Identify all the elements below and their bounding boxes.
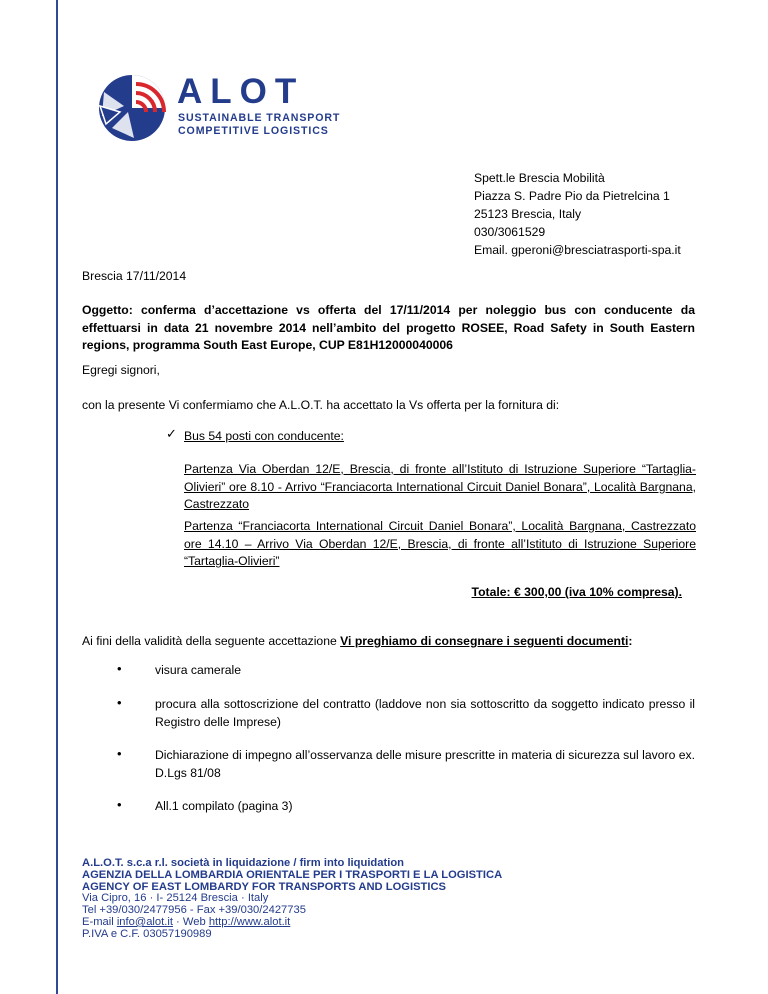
document-item: procura alla sottoscrizione del contratto (laddove non sia sottoscritto da soggetto indicato presso il Registro delle Imprese) [155,697,695,729]
service-title: Bus 54 posti con conducente: [184,429,344,443]
recipient-email: Email. gperoni@bresciatrasporti-spa.it [474,243,681,257]
document-item: All.1 compilato (pagina 3) [155,799,293,813]
recipient-name: Spett.le Brescia Mobilità [474,171,605,185]
footer-agency-en: AGENCY OF EAST LOMBARDY FOR TRANSPORTS AND LOGISTICS [82,880,447,893]
intro-paragraph: con la presente Vi confermiamo che A.L.O.T. ha accettato la Vs offerta per la fornitura di: [82,398,560,412]
alot-logo [94,72,344,144]
date-line: Brescia 17/11/2014 [82,269,187,283]
bullet-icon: • [117,797,122,812]
footer-address: Via Cipro, 16 · I- 25124 Brescia · Italy [82,892,269,905]
bullet-icon: • [117,746,122,761]
bullet-icon: • [117,661,122,676]
footer-phone-fax: Tel +39/030/2477956 - Fax +39/030/2427735 [82,904,306,917]
service-leg-return: Partenza “Franciacorta International Circuit Daniel Bonara”, Località Bargnana, Castrezzato ore 14.10 – Arrivo Via Oberdan 12/E, Brescia, di fronte all’Istituto di Istruzione Superiore “Tartaglia-Olivieri” [184,519,696,568]
documents-request-tail: : [628,634,633,648]
recipient-street: Piazza S. Padre Pio da Pietrelcina 1 [474,189,670,203]
footer-email-link[interactable]: info@alot.it [116,915,173,928]
logo-mark-icon [94,72,174,144]
footer-web-link[interactable]: http://www.alot.it [208,915,291,928]
footer-web-label: · Web [172,915,209,928]
footer-vat: P.IVA e C.F. 03057190989 [82,927,212,940]
check-mark-icon: ✓ [166,426,177,441]
documents-request-emphasis: Vi preghiamo di consegnare i seguenti documenti [340,634,629,648]
logo-tagline-2: COMPETITIVE LOGISTICS [178,125,329,137]
footer-company: A.L.O.T. s.c.a r.l. società in liquidazione / firm into liquidation [82,857,404,869]
page-margin-rule [56,0,58,994]
recipient-address [474,169,681,259]
service-leg-outbound: Partenza Via Oberdan 12/E, Brescia, di fronte all’Istituto di Istruzione Superiore “Tartaglia-Olivieri” ore 8.10 - Arrivo “Franciacorta International Circuit Daniel Bonara”, Località Bargnana, Castrezzato [184,462,696,511]
footer-agency-it: AGENZIA DELLA LOMBARDIA ORIENTALE PER I TRASPORTI E LA LOGISTICA [82,868,503,881]
total-amount: Totale: € 300,00 (iva 10% compresa). [471,585,682,599]
footer-contacts [82,917,702,929]
documents-request-lead: Ai fini della validità della seguente accettazione [82,634,341,648]
recipient-city: 25123 Brescia, Italy [474,207,582,221]
letterhead-footer [82,858,702,941]
bullet-icon: • [117,695,122,710]
recipient-phone: 030/3061529 [474,225,546,239]
logo-wordmark: ALOT [177,72,305,111]
footer-email-label: E-mail [82,915,117,928]
document-item: Dichiarazione di impegno all’osservanza delle misure prescritte in materia di sicurezza sul lavoro ex. D.Lgs 81/08 [155,748,695,780]
document-item: visura camerale [155,663,242,677]
subject-line: Oggetto: conferma d’accettazione vs offerta del 17/11/2014 per noleggio bus con conducente da effettuarsi in data 21 novembre 2014 nell’ambito del progetto ROSEE, Road Safety in South Eastern regions, programma South East Europe, CUP E81H12000040006 [82,303,695,352]
greeting: Egregi signori, [82,363,160,377]
logo-tagline-1: SUSTAINABLE TRANSPORT [178,112,341,124]
documents-request [82,633,695,651]
